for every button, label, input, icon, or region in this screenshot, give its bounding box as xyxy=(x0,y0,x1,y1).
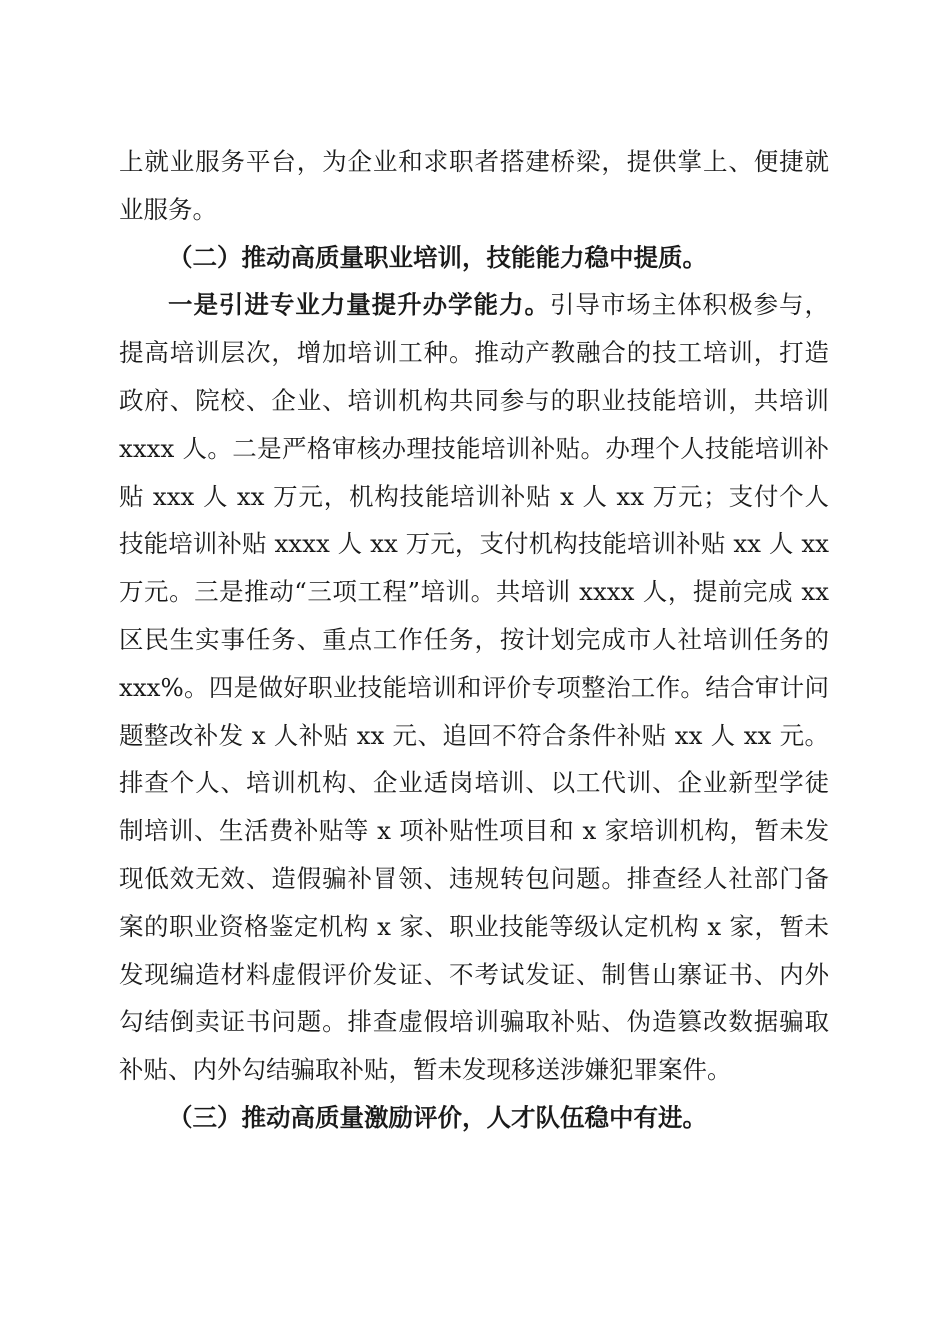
continuation-paragraph: 上就业服务平台，为企业和求职者搭建桥梁，提供掌上、便捷就业服务。 xyxy=(119,147,829,224)
section-heading-3: （三）推动高质量激励评价，人才队伍稳中有进。 xyxy=(168,1102,707,1132)
section-2-paragraph xyxy=(119,281,829,1094)
section-heading-2: （二）推动高质量职业培训，技能能力稳中提质。 xyxy=(168,242,707,272)
document-body xyxy=(119,138,829,1142)
section-2-body-text: 引导市场主体积极参与，提高培训层次，增加培训工种。推动产教融合的技工培训，打造政府、院校、企业、培训机构共同参与的职业技能培训，共培训 xxxx 人。二是严格审核办理技能培训补贴。办理个人技能培训补贴 xxx 人 xx 万元，机构技能培训补贴 x 人 xx 万元；支付个人技能培训补贴 xxxx 人 xx 万元，支付机构技能培训补贴 xx 人 xx 万元。三是推动“三项工程”培训。共培训 xxxx 人，提前完成 xx 区民生实事任务、重点工作任务，按计划完成市人社培训任务的 xxx%。四是做好职业技能培训和评价专项整治工作。结合审计问题整改补发 x 人补贴 xx 元、追回不符合条件补贴 xx 人 xx 元。排查个人、培训机构、企业适岗培训、以工代训、企业新型学徒制培训、生活费补贴等 x 项补贴性项目和 x 家培训机构，暂未发现低效无效、造假骗补冒领、违规转包问题。排查经人社部门备案的职业资格鉴定机构 x 家、职业技能等级认定机构 x 家，暂未发现编造材料虚假评价发证、不考试发证、制售山寨证书、内外勾结倒卖证书问题。排查虚假培训骗取补贴、伪造篡改数据骗取补贴、内外勾结骗取补贴，暂未发现移送涉嫌犯罪案件。 xyxy=(119,290,830,1085)
section-2-lead-sentence: 一是引进专业力量提升办学能力。 xyxy=(168,290,550,320)
